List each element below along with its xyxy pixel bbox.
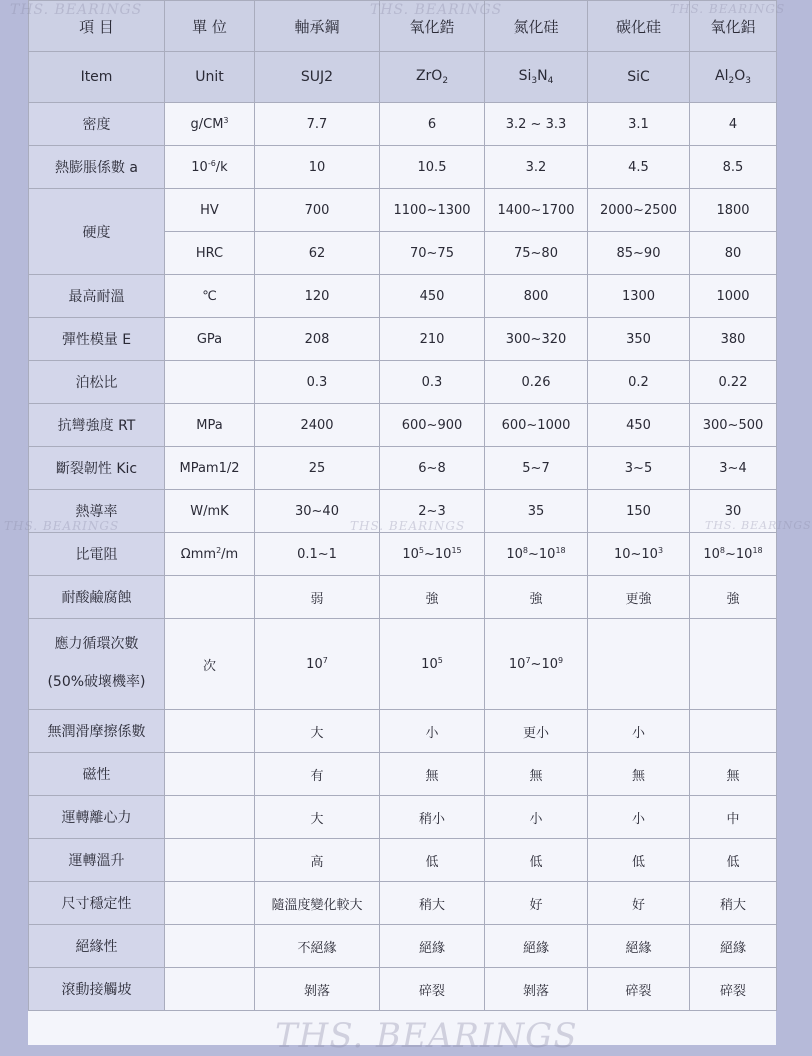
row-label: 運轉溫升 [29,839,165,882]
row-poisson [29,361,777,404]
cell: 稍大 [690,882,777,925]
cell: 75~80 [485,232,588,275]
row-corrosion [29,576,777,619]
cell: 85~90 [588,232,690,275]
cell: 小 [588,796,690,839]
header-sic-en: SiC [588,52,690,103]
row-unit [165,361,255,404]
material-comparison-table [28,0,777,1011]
cell: 0.26 [485,361,588,404]
cell: $10\sim 10^3$ [588,533,690,576]
row-unit [165,968,255,1011]
cell: 2~3 [380,490,485,533]
row-label: 熱導率 [29,490,165,533]
cell: 強 [485,576,588,619]
cell: 低 [588,839,690,882]
row-modulus [29,318,777,361]
header-suj2-en: SUJ2 [255,52,380,103]
row-hardness-hv [29,189,777,232]
cell: 380 [690,318,777,361]
row-unit [165,710,255,753]
cell: 210 [380,318,485,361]
cell: 絕緣 [690,925,777,968]
cell: 1000 [690,275,777,318]
cell: 3~4 [690,447,777,490]
header-unit: 單 位 [165,1,255,52]
cell: 高 [255,839,380,882]
cell: $10^8\sim 10^{18}$ [485,533,588,576]
cell: 絕緣 [485,925,588,968]
cell: 0.22 [690,361,777,404]
cell: 30 [690,490,777,533]
row-resistivity [29,533,777,576]
cell: 碎裂 [380,968,485,1011]
cell: 1100~1300 [380,189,485,232]
cell: 208 [255,318,380,361]
cell: 有 [255,753,380,796]
cell [690,710,777,753]
cell: 2000~2500 [588,189,690,232]
cell: 80 [690,232,777,275]
cell: 10 [255,146,380,189]
cell: 6~8 [380,447,485,490]
header-unit-en: Unit [165,52,255,103]
cell: 450 [588,404,690,447]
header-row-chinese [29,1,777,52]
cell: 600~900 [380,404,485,447]
cell: 300~500 [690,404,777,447]
row-unit: GPa [165,318,255,361]
watermark-bottom: THS. BEARINGS [275,1016,578,1056]
row-unit: MPa [165,404,255,447]
row-label: 無潤滑摩擦係數 [29,710,165,753]
row-unit [165,839,255,882]
cell [690,619,777,710]
row-unit: $10^{-6}/k$ [165,146,255,189]
cell: 強 [380,576,485,619]
cell: 絕緣 [588,925,690,968]
row-label: 運轉離心力 [29,796,165,839]
row-temp-rise [29,839,777,882]
cell: 0.3 [255,361,380,404]
header-suj2: 軸承鋼 [255,1,380,52]
cell: 35 [485,490,588,533]
row-label: 尺寸穩定性 [29,882,165,925]
row-unit [165,796,255,839]
cell: 稍小 [380,796,485,839]
cell: 7.7 [255,103,380,146]
cell: 低 [485,839,588,882]
cell: 強 [690,576,777,619]
header-item-en: Item [29,52,165,103]
cell: 1400~1700 [485,189,588,232]
cell: 小 [485,796,588,839]
row-conductivity [29,490,777,533]
header-al2o3-en: $Al_2O_3$ [690,52,777,103]
header-row-english [29,52,777,103]
watermark-mid-center: THS. BEARINGS [350,519,466,533]
row-unit: MPam1/2 [165,447,255,490]
cell [588,619,690,710]
cell: 150 [588,490,690,533]
row-label: 應力循環次數 (50%破壞機率) [29,619,165,710]
row-label: 滾動接觸坡 [29,968,165,1011]
row-centrifugal [29,796,777,839]
cell: 碎裂 [588,968,690,1011]
cell: 更強 [588,576,690,619]
cell: $10^5\sim 10^{15}$ [380,533,485,576]
watermark-top-right: THS. BEARINGS [670,2,786,16]
cell: 無 [588,753,690,796]
cell: 8.5 [690,146,777,189]
watermark-top-left: THS. BEARINGS [10,2,143,18]
cell: 3~5 [588,447,690,490]
header-si3n4-en: $Si_3N_4$ [485,52,588,103]
header-item: 項 目 [29,1,165,52]
row-unit [165,753,255,796]
row-rolling [29,968,777,1011]
header-al2o3: 氧化鋁 [690,1,777,52]
cell: 好 [485,882,588,925]
cell: 低 [690,839,777,882]
row-label: 彈性模量 E [29,318,165,361]
header-zro2-en: ZrO$_2$ [380,52,485,103]
row-label: 最高耐溫 [29,275,165,318]
row-unit: W/mK [165,490,255,533]
cell: 小 [588,710,690,753]
row-label: 斷裂韌性 Kic [29,447,165,490]
row-unit: ℃ [165,275,255,318]
row-unit: Ωmm$^2$/m [165,533,255,576]
row-stability [29,882,777,925]
cell: 25 [255,447,380,490]
cell: 0.3 [380,361,485,404]
row-bending [29,404,777,447]
row-unit: $g/CM^3$ [165,103,255,146]
cell: $10^8\sim 10^{18}$ [690,533,777,576]
row-max-temp [29,275,777,318]
cell: 無 [380,753,485,796]
cell: 更小 [485,710,588,753]
cell: 1800 [690,189,777,232]
header-sic: 碳化硅 [588,1,690,52]
row-unit: 次 [165,619,255,710]
cell: 低 [380,839,485,882]
cell: $10^5$ [380,619,485,710]
row-label: 磁性 [29,753,165,796]
cell: 不絕緣 [255,925,380,968]
row-label: 泊松比 [29,361,165,404]
cell: 6 [380,103,485,146]
cell: 1300 [588,275,690,318]
row-unit [165,925,255,968]
cell: 3.2 ~ 3.3 [485,103,588,146]
watermark-top-center: THS. BEARINGS [370,2,503,18]
row-insulation [29,925,777,968]
watermark-mid-left: THS. BEARINGS [4,519,120,533]
cell: 70~75 [380,232,485,275]
cell: 好 [588,882,690,925]
row-unit [165,576,255,619]
cell: 0.1~1 [255,533,380,576]
row-label: 熱膨脹係數 a [29,146,165,189]
row-unit: HV [165,189,255,232]
cell: 700 [255,189,380,232]
row-label: 密度 [29,103,165,146]
row-density [29,103,777,146]
row-friction [29,710,777,753]
row-fatigue [29,619,777,710]
header-zro2: 氧化鋯 [380,1,485,52]
cell: 無 [485,753,588,796]
cell: 30~40 [255,490,380,533]
cell: 4.5 [588,146,690,189]
row-expansion [29,146,777,189]
cell: 300~320 [485,318,588,361]
cell: 450 [380,275,485,318]
cell: 62 [255,232,380,275]
cell: 3.1 [588,103,690,146]
watermark-mid-right: THS. BEARINGS [705,519,812,532]
header-si3n4: 氮化硅 [485,1,588,52]
row-label: 硬度 [29,189,165,275]
cell: 無 [690,753,777,796]
cell: 大 [255,710,380,753]
cell: 剝落 [485,968,588,1011]
row-toughness [29,447,777,490]
cell: 弱 [255,576,380,619]
cell: 2400 [255,404,380,447]
cell: 中 [690,796,777,839]
cell: $10^7$ [255,619,380,710]
row-magnetic [29,753,777,796]
row-label: 絕緣性 [29,925,165,968]
row-unit: HRC [165,232,255,275]
cell: $10^7\sim 10^9$ [485,619,588,710]
cell: 4 [690,103,777,146]
row-label: 耐酸鹼腐蝕 [29,576,165,619]
cell: 小 [380,710,485,753]
cell: 0.2 [588,361,690,404]
cell: 絕緣 [380,925,485,968]
cell: 600~1000 [485,404,588,447]
cell: 碎裂 [690,968,777,1011]
row-unit [165,882,255,925]
cell: 120 [255,275,380,318]
row-label: 比電阻 [29,533,165,576]
row-label: 抗彎強度 RT [29,404,165,447]
cell: 大 [255,796,380,839]
cell: 剝落 [255,968,380,1011]
cell: 5~7 [485,447,588,490]
cell: 350 [588,318,690,361]
cell: 10.5 [380,146,485,189]
cell: 隨溫度變化較大 [255,882,380,925]
cell: 3.2 [485,146,588,189]
cell: 稍大 [380,882,485,925]
cell: 800 [485,275,588,318]
